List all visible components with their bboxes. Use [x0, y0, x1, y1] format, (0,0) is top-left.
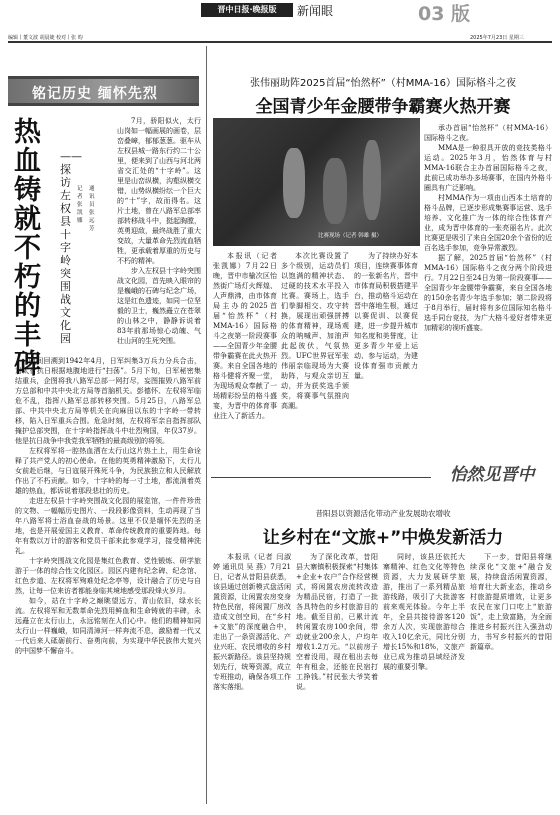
- paragraph: 本报讯（记者 张凯娜）7月22日晚，晋中市榆次区怡然街广场灯火辉煌、人声鼎沸，由市体育局主办的2025首届“怡然杯”（村MMA-16）国际格斗之夜第一阶段赛事——全国青少年金腰带争霸赛在此火热开赛。来自全国各地的格斗健将齐聚一堂，为现场观众奉献了一场精彩纷呈的格斗盛宴，为晋中的体育事业注入了新活力。: [213, 252, 277, 420]
- paragraph: 为了持续办好本项目，连续赛事体育的一张新名片，晋中市体育局积极搭建平台，推动格斗运动在晋中落地生根，通过以赛促训、以赛促建，进一步提升城市知名度和美誉度，让更多青少年爱上运动、参与运动，为建设体育强市贡献力量。: [354, 252, 418, 380]
- top-story-kicker: 张伟丽助阵2025首届“怡然杯”（村MMA-16）国际格斗之夜: [249, 78, 517, 89]
- bottom-story-kicker: 昔阳县以资源活化带动产业发展助农增收: [315, 509, 451, 518]
- paragraph: 本次比赛设置了多个级别，运动员们以饱满的精神状态、过硬的技术水平投入比赛。赛场上，选手们拳脚相交、攻守转换，展现出顽强拼搏的体育精神，现场观众的呐喊声、加油声此起彼伏，气氛热烈。UFC世界冠军张伟丽亲临现场为大赛助阵，与观众亲切互动，并为获奖选手颁奖，将赛事气氛推向高潮。: [281, 252, 349, 410]
- fighter-figure: [283, 148, 305, 218]
- paragraph: MMA是一种很具开放的竞技类格斗运动。2025年3月，怡然体育与村MMA-16联合主办首届国际格斗之夜，此前已成功举办多场赛事，在国内外格斗圈具有广泛影响。: [424, 144, 552, 192]
- left-story-column-a: [117, 116, 201, 352]
- bottom-story-column-d: [470, 552, 552, 802]
- paragraph: 走进左权县十字岭突围战文化园的展览馆，一件件珍贵的文物、一幅幅历史图片、一段段影像资料，生动再现了当年八路军将士浴血奋战的场景。这里不仅是缅怀先烈的圣地，也是开展爱国主义教育、革命传统教育的重要阵地。每年有数以万计的游客和党员干部来此参观学习，接受精神洗礼。: [15, 497, 201, 555]
- bottom-story-column-a: [213, 552, 291, 802]
- column-divider: [206, 46, 207, 804]
- paragraph: 为了深化改革，昔阳县大寨镇积极探索“村集体+企业+农户”合作经营模式，将闲置农房流转改造为精品民宿，打造了一批各具特色的乡村旅游目的地。截至目前，已累计流转闲置农房100余间，带动就业200余人，户均年增收1.2万元。“以前房子空着没用，现在租出去每年有租金，还能在民宿打工挣钱。”村民张大爷笑着说。: [296, 553, 378, 691]
- editor-credits: 编辑丨董文波 胡晨婕 校对丨张 昀: [8, 35, 83, 41]
- paragraph: 7月，骄阳似火，太行山岗如一幅画展的画卷，层峦叠嶂，郁郁葱葱。驱车从左权县城一路东行约二十公里，便来到了山西与河北两省交汇处的“十字岭”。这里是山峦纵横，沟壑纵横交错，山势纵横纷纭一个巨大的“十”字，故而得名。这片土地，曾在八路军总部率部转移战斗中，挺起胸膛，英勇迎敌，最终战胜了重大变故，大量革命先烈流血牺牲，更承载着厚重的历史与不朽的精神。: [117, 117, 201, 265]
- top-story-column-b: [281, 251, 349, 449]
- paragraph: 村MMA作为一项由山西本土培育的格斗品牌，已逐步形成集赛事运营、选手培养、文化推广为一体的综合性体育产业，成为晋中体育的一张亮丽名片。此次比赛更是吸引了来自全国20余个省份的近百名选手参加，竞争异常激烈。: [424, 194, 552, 252]
- bottom-story-column-b: [296, 552, 378, 802]
- paragraph: 本报讯（记者 闫淑婷 通讯员 吴 燕）7月21日，记者从昔阳县获悉，该县通过创新模式盘活闲置资源，让闲置农房变身特色民宿，将闲置厂房改造成文创空间，在“乡村+文旅”的深度融合中，走出了一条资源活化、产业兴旺、农民增收的乡村振兴新路径。该县坚持规划先行，统筹资源，成立专班推动，确保各项工作落实落细。: [213, 553, 291, 691]
- left-story-column-b: [15, 356, 201, 800]
- section-name: 新闻眼: [297, 4, 334, 18]
- paragraph: 左权将军将一腔热血洒在太行山这片热土上，用生命诠释了共产党人的初心使命。在他的英勇精神激励下，太行儿女前赴后继，与日寇展开殊死斗争，为民族独立和人民解放作出了不朽贡献。如今，十字岭的每一寸土地，都流淌着英雄的热血，都诉说着那段悲壮的历史。: [15, 447, 201, 495]
- left-story-title: 热血铸就不朽的丰碑: [14, 117, 41, 380]
- banner-text: 铭记历史 缅怀先烈: [32, 86, 158, 102]
- paragraph: 时间回溯到1942年4月，日军纠集3万兵力分兵合击，对太行抗日根据地腹地进行“扫荡”。5月下旬，日军秘密集结重兵，企图将我八路军总部一网打尽，妄图摧毁八路军前方总部和中共中央北方局等首脑机关。彭德怀、左权将军临危不乱，指挥八路军总部转移突围。5月25日，八路军总部、中共中央北方局等机关在向麻田以东的十字岭一带转移，陷入日军重兵合围。危急时刻，左权将军亲自指挥部队掩护总部突围，在十字岭指挥战斗中壮烈殉国，年仅37岁。他是抗日战争中我党我军牺牲的最高级别的将领。: [15, 357, 201, 445]
- header-divider: [8, 41, 552, 43]
- paragraph: 步入左权县十字岭突围战文化园，首先映入眼帘的是巍峨的石碑与纪念广场，这是红色遗迹，如同一位坚毅的卫士，巍然矗立在苍翠的山林之中，静静诉说着83年前那场惊心动魄、气壮山河的生死突围。: [117, 267, 201, 345]
- masthead: 晋中日报·晚报版: [201, 3, 293, 17]
- paragraph: 下一步，昔阳县将继续深化“文旅+”融合发展，持续盘活闲置资源，培育壮大新业态，推动乡村旅游提质增效，让更多农民在家门口吃上“旅游饭”，走上致富路，为全面推进乡村振兴注入强劲动力，书写乡村振兴的昔阳新篇章。: [470, 553, 552, 651]
- byline-reporter: 记者 张凯娜: [77, 186, 83, 224]
- column-logo: 怡然见晋中: [449, 465, 535, 485]
- top-story-column-c: [354, 251, 418, 449]
- left-story-subtitle: ——探访左权县十字岭突围战文化园: [60, 150, 82, 345]
- paragraph: 如今，站在十字岭之巅眺望远方，青山依旧，绿水长流。左权将军和无数革命先烈用鲜血和生命铸就的丰碑，永远矗立在太行山上，永远铭刻在人们心中。他们的精神如同太行山一样巍峨，如同清漳河一样奔流不息，激励着一代又一代后来人砥砺前行、奋勇向前，为实现中华民族伟大复兴的中国梦不懈奋斗。: [15, 597, 201, 655]
- photo-caption: 比赛现场（记者 韩雄 摄）: [318, 233, 382, 239]
- byline-correspondent: 通讯员 张远芳: [89, 186, 95, 232]
- issue-date: 2025年7月23日 星期三: [470, 35, 524, 41]
- referee-figure: [363, 140, 381, 220]
- match-photo: [213, 118, 420, 246]
- fighter-figure: [323, 158, 347, 224]
- paragraph: 承办首届“怡然杯”（村MMA-16）国际格斗之夜。: [424, 124, 552, 142]
- bottom-story-title: 让乡村在“文旅+”中焕发新活力: [262, 528, 504, 548]
- paragraph: 同时，该县还依托大寨精神、红色文化等特色资源，大力发展研学旅游，推出了一系列精品旅游线路，吸引了大批游客前来观光体验。今年上半年，全县共接待游客120余万人次，实现旅游综合收入10亿余元，同比分别增长15%和18%，文旅产业已成为推动县域经济发展的重要引擎。: [383, 553, 465, 671]
- paragraph: 十字岭突围战文化园是集红色教育、党性锻炼、研学旅游于一体的综合性文化园区。园区内建有纪念碑、纪念馆、红色步道、左权将军殉难处纪念亭等，设计融合了历史与自然，让每一位来访者都能身临其境地感受那段烽火岁月。: [15, 557, 201, 595]
- top-story-column-a: [213, 251, 277, 449]
- section-divider: [211, 477, 431, 478]
- bottom-story-column-c: [383, 552, 465, 802]
- top-story-column-d: [424, 123, 552, 453]
- paragraph: 据了解，2025首届“怡然杯”（村MMA-16）国际格斗之夜分两个阶段进行。7月22日至24日为第一阶段赛事——全国青少年金腰带争霸赛，来自全国各地的150余名青少年选手参加；第二阶段将于8月举行，届时将有多位国际知名格斗选手同台竞技，为广大格斗爱好者带来更加精彩的视听盛宴。: [424, 254, 552, 332]
- top-story-title: 全国青少年金腰带争霸赛火热开赛: [255, 97, 511, 117]
- column-banner: [8, 76, 199, 106]
- page-number: 03 版: [418, 3, 471, 25]
